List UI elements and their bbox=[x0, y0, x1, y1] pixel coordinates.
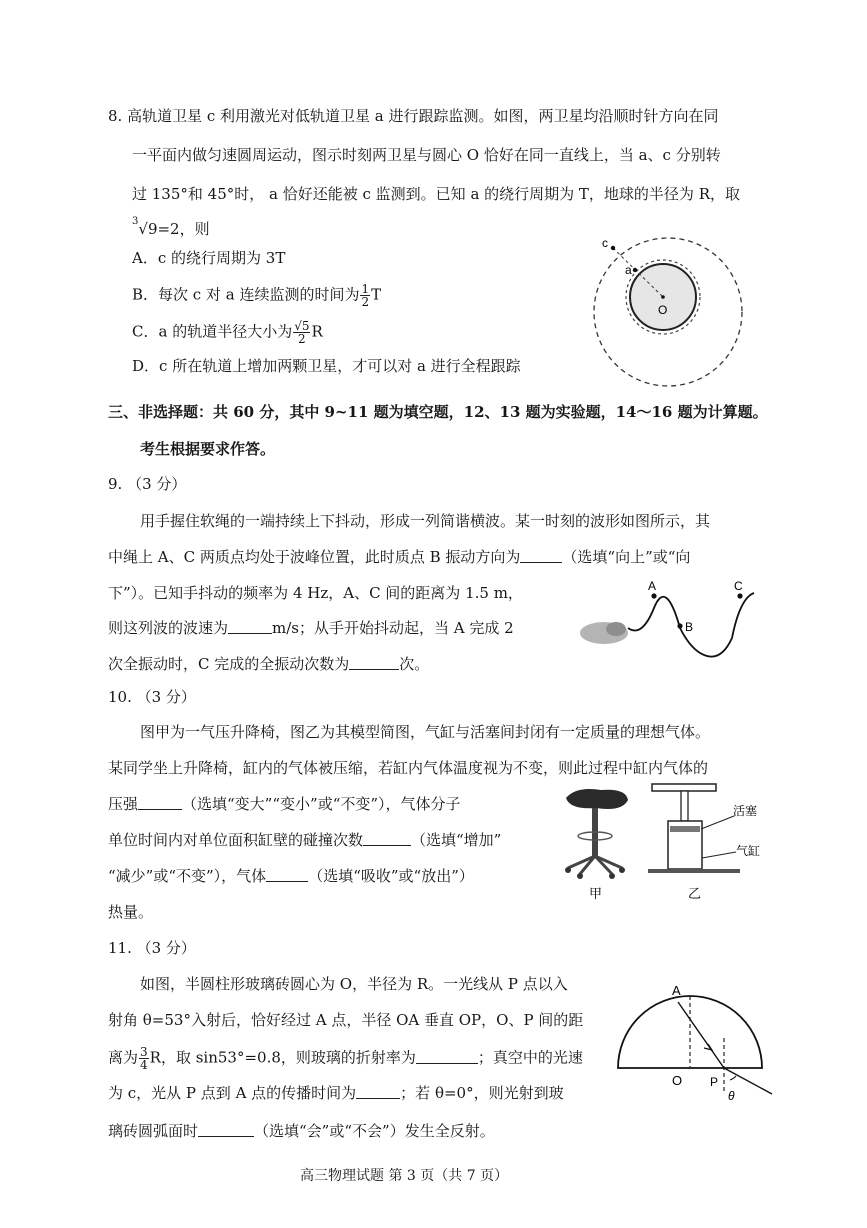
answer-blank-speed[interactable] bbox=[228, 619, 272, 634]
page-footer: 高三物理试题 第 3 页（共 7 页） bbox=[300, 1168, 509, 1184]
label-a: A bbox=[648, 579, 657, 593]
piston-leader-line bbox=[701, 816, 734, 829]
satellite-c-dot bbox=[611, 246, 615, 250]
q9-line-4 bbox=[108, 618, 514, 638]
chair-wheel bbox=[609, 873, 615, 879]
semicircle-glass-figure bbox=[612, 982, 778, 1116]
q10-line-2: 某同学坐上升降椅，缸内的气体被压缩，若缸内气体温度视为不变，则此过程中缸内气体的 bbox=[108, 759, 709, 777]
hand-shape bbox=[606, 622, 626, 636]
section-3-line-2: 考生根据要求作答。 bbox=[140, 440, 276, 458]
fraction-three-quarters bbox=[139, 1046, 149, 1071]
q9-heading: 9. （3 分） bbox=[108, 475, 187, 493]
fraction-denominator: 2 bbox=[298, 332, 306, 346]
piston bbox=[670, 826, 700, 832]
q10-text: （选填“变大”“变小”或“不变”），气体分子 bbox=[182, 795, 461, 813]
q8-line-3: 过 135°和 45°时， a 恰好还能被 c 监测到。已知 a 的绕行周期为 T，地球的半径为 R，取 bbox=[132, 185, 740, 203]
angle-arc bbox=[730, 1076, 736, 1080]
label-a: A bbox=[672, 983, 681, 998]
q9-text: 次全振动时，C 完成的全振动次数为 bbox=[108, 655, 350, 673]
q10-text: （选填“吸收”或“放出”） bbox=[308, 867, 474, 885]
label-jia: 甲 bbox=[589, 886, 603, 901]
q10-text: 单位时间内对单位面积缸壁的碰撞次数 bbox=[108, 831, 364, 849]
fraction-numerator: √5 bbox=[294, 319, 310, 333]
fraction-sqrt5-over-2 bbox=[293, 320, 310, 345]
point-b bbox=[677, 623, 682, 628]
option-b-unit: T bbox=[371, 285, 382, 304]
q11-text: 为 c，光从 P 点到 A 点的传播时间为 bbox=[108, 1084, 357, 1102]
fraction-numerator: 1 bbox=[361, 282, 370, 296]
q10-line-1: 图甲为一气压升降椅，图乙为其模型简图，气缸与活塞间封闭有一定质量的理想气体。 bbox=[140, 723, 711, 741]
q11-heading: 11. （3 分） bbox=[108, 939, 196, 957]
q8-line-1: 8. 高轨道卫星 c 利用激光对低轨道卫星 a 进行跟踪监测。如图，两卫星均沿顺时针方向在同 bbox=[108, 107, 719, 125]
ground bbox=[648, 869, 740, 873]
q8-option-d: D．c 所在轨道上增加两颗卫星，才可以对 a 进行全程跟踪 bbox=[132, 357, 521, 375]
label-cylinder: 气缸 bbox=[736, 844, 761, 858]
q8-line-4 bbox=[132, 216, 210, 239]
q10-line-3 bbox=[108, 794, 461, 814]
q11-text: ；真空中的光速 bbox=[477, 1048, 583, 1067]
chair-wheel bbox=[619, 867, 625, 873]
seat-plate bbox=[652, 784, 716, 791]
label-o: O bbox=[672, 1073, 683, 1088]
fraction-denominator: 4 bbox=[140, 1058, 148, 1072]
q9-text: m/s；从手开始抖动起，当 A 完成 2 bbox=[272, 619, 514, 637]
q9-line-1: 用手握住软绳的一端持续上下抖动，形成一列简谐横波。某一时刻的波形如图所示，其 bbox=[140, 512, 711, 530]
label-yi: 乙 bbox=[688, 886, 702, 901]
answer-blank-pressure[interactable] bbox=[138, 795, 182, 810]
center-o-dot bbox=[661, 295, 665, 299]
q10-text: 压强 bbox=[108, 795, 139, 813]
section-3-line-1: 三、非选择题：共 60 分，其中 9~11 题为填空题，12、13 题为实验题，14～16 题为计算题。 bbox=[108, 403, 768, 421]
answer-blank-heat[interactable] bbox=[266, 867, 308, 882]
answer-blank-total-reflection[interactable] bbox=[198, 1122, 254, 1137]
satellite-orbit-figure bbox=[588, 232, 748, 392]
q10-line-4 bbox=[108, 830, 501, 850]
answer-blank-collisions[interactable] bbox=[363, 831, 411, 846]
refracted-ray bbox=[678, 1002, 724, 1068]
answer-blank-count[interactable] bbox=[349, 655, 399, 670]
cylinder-leader-line bbox=[702, 852, 736, 858]
wave-figure bbox=[572, 578, 772, 666]
q9-text: （选填“向上”或“向 bbox=[562, 548, 691, 566]
option-c-text: C．a 的轨道半径大小为 bbox=[132, 322, 293, 341]
q11-line-3 bbox=[108, 1046, 583, 1071]
q9-text: 次。 bbox=[399, 655, 430, 673]
root-index: 3 bbox=[132, 216, 139, 227]
answer-blank-direction[interactable] bbox=[520, 548, 562, 563]
label-o: O bbox=[658, 303, 668, 317]
fraction-denominator: 2 bbox=[361, 295, 370, 309]
cylinder-model-figure bbox=[646, 778, 774, 904]
point-c bbox=[737, 593, 742, 598]
label-piston: 活塞 bbox=[733, 804, 758, 818]
q10-line-5 bbox=[108, 866, 474, 886]
satellite-a-dot bbox=[633, 268, 637, 272]
fraction-numerator: 3 bbox=[140, 1045, 148, 1059]
label-p: P bbox=[710, 1075, 719, 1089]
fraction-one-half bbox=[360, 283, 370, 308]
label-theta: θ bbox=[728, 1089, 735, 1103]
q11-line-1: 如图，半圆柱形玻璃砖圆心为 O，半径为 R。一光线从 P 点以入 bbox=[140, 975, 568, 993]
q11-line-5 bbox=[108, 1121, 495, 1141]
option-c-unit: R bbox=[311, 322, 323, 341]
label-c: C bbox=[734, 579, 743, 593]
ray-arrow-icon bbox=[704, 1044, 712, 1050]
q8-line-2: 一平面内做匀速圆周运动，图示时刻两卫星与圆心 O 恰好在同一直线上，当 a、c 分别转 bbox=[132, 146, 721, 164]
q8-given-value: 9=2，则 bbox=[147, 220, 210, 238]
q11-text: R，取 sin53°=0.8，则玻璃的折射率为 bbox=[149, 1048, 416, 1067]
q11-text: 离为 bbox=[108, 1048, 139, 1067]
q11-text: ；若 θ=0°，则光射到玻 bbox=[400, 1084, 564, 1102]
q9-line-3: 下”）。已知手抖动的频率为 4 Hz，A、C 间的距离为 1.5 m， bbox=[108, 584, 523, 602]
q9-text: 中绳上 A、C 两质点均处于波峰位置，此时质点 B 振动方向为 bbox=[108, 548, 521, 566]
chair-wheel bbox=[565, 867, 571, 873]
q10-heading: 10. （3 分） bbox=[108, 688, 196, 706]
q8-option-a: A．c 的绕行周期为 3T bbox=[132, 249, 286, 267]
q9-text: 则这列波的波速为 bbox=[108, 619, 229, 637]
q11-text: 璃砖圆弧面时 bbox=[108, 1122, 199, 1140]
label-b: B bbox=[685, 620, 694, 634]
piston-rod bbox=[681, 791, 688, 821]
q9-line-2 bbox=[108, 547, 690, 567]
q8-option-b bbox=[132, 283, 381, 308]
chair-base bbox=[568, 856, 622, 874]
radical-sign: √ bbox=[138, 220, 148, 238]
q11-line-2: 射角 θ=53°入射后，恰好经过 A 点，半径 OA 垂直 OP，O、P 间的距 bbox=[108, 1011, 584, 1029]
chair-seat bbox=[566, 789, 628, 809]
q10-text: “减少”或“不变”），气体 bbox=[108, 867, 267, 885]
point-a bbox=[651, 593, 656, 598]
label-a: a bbox=[625, 263, 632, 277]
q9-line-5 bbox=[108, 654, 429, 674]
q10-line-6: 热量。 bbox=[108, 903, 154, 921]
q11-line-4 bbox=[108, 1083, 564, 1103]
chair-wheel bbox=[577, 873, 583, 879]
label-c: c bbox=[602, 236, 608, 250]
q10-text: （选填“增加” bbox=[411, 831, 502, 849]
q11-text: （选填“会”或“不会”）发生全反射。 bbox=[254, 1122, 495, 1140]
answer-blank-index[interactable] bbox=[416, 1049, 478, 1064]
option-b-text: B．每次 c 对 a 连续监测的时间为 bbox=[132, 285, 360, 304]
q8-option-c bbox=[132, 320, 323, 345]
answer-blank-time[interactable] bbox=[356, 1084, 400, 1099]
chair-figure bbox=[556, 778, 638, 904]
